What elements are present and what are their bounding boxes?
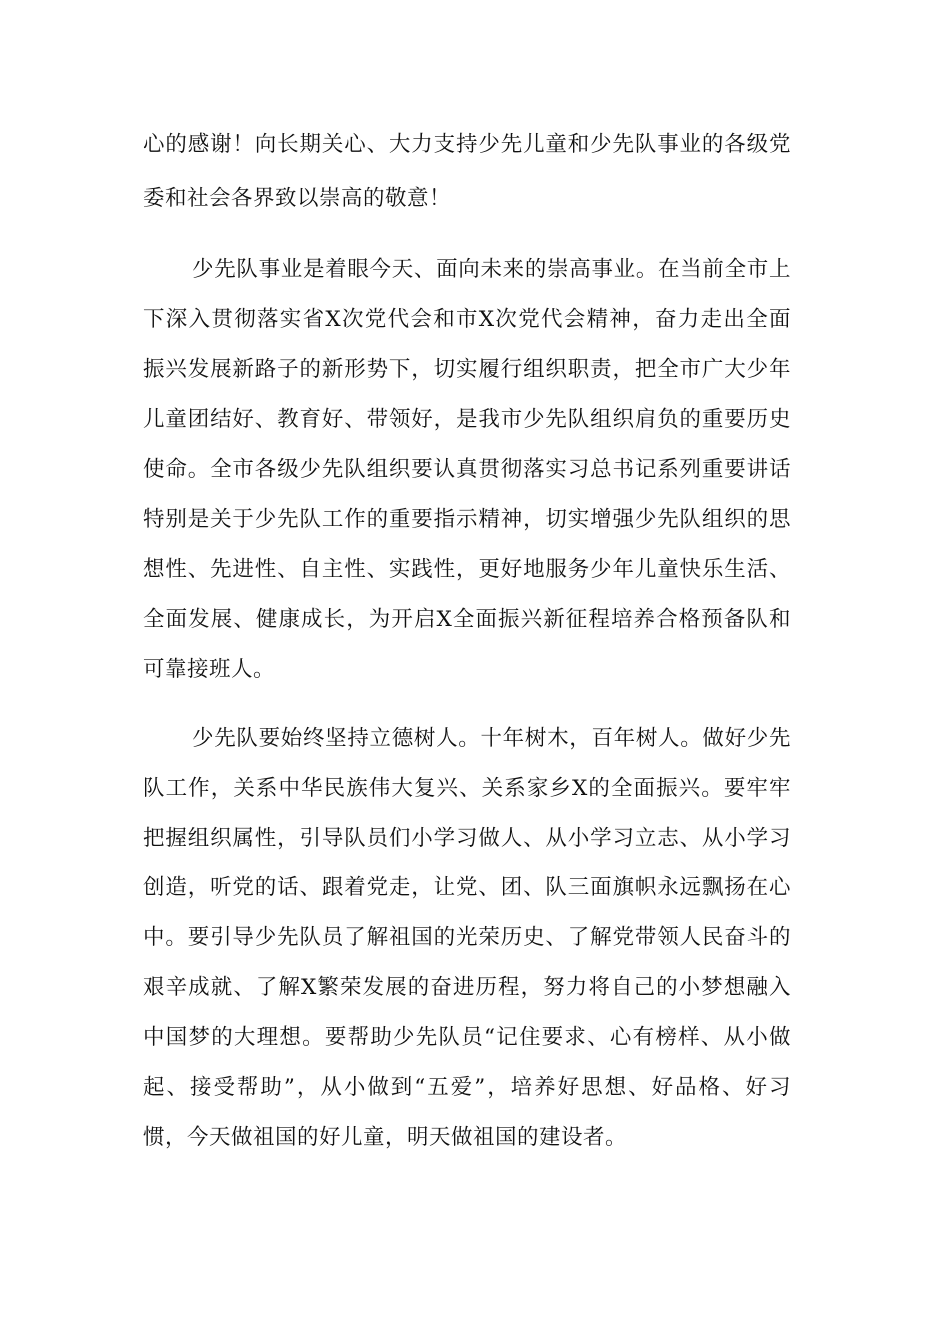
text-line: 中国梦的大理想。要帮助少先队员“记住要求、心有榜样、从小做 [143,1025,791,1050]
text-line: 中。要引导少先队员了解祖国的光荣历史、了解党带领人民奋斗的 [143,925,791,950]
text-line: 队工作，关系中华民族伟大复兴、关系家乡X的全面振兴。要牢牢 [143,776,791,801]
text-line: 心的感谢！向长期关心、大力支持少先儿童和少先队事业的各级党 [143,132,791,157]
text-line: 把握组织属性，引导队员们小学习做人、从小学习立志、从小学习 [143,826,791,851]
text-line: 创造，听党的话、跟着党走，让党、团、队三面旗帜永远飘扬在心 [143,875,791,900]
text-line: 使命。全市各级少先队组织要认真贯彻落实习总书记系列重要讲话 [143,457,791,482]
text-line: 艰辛成就、了解X繁荣发展的奋进历程，努力将自己的小梦想融入 [143,975,791,1000]
text-line: 少先队要始终坚持立德树人。十年树木，百年树人。做好少先 [192,726,791,751]
text-line: 特别是关于少先队工作的重要指示精神，切实增强少先队组织的思 [143,507,791,532]
text-line: 委和社会各界致以崇高的敬意！ [143,186,452,211]
text-line: 惯，今天做祖国的好儿童，明天做祖国的建设者。 [143,1125,628,1150]
text-line: 下深入贯彻落实省X次党代会和市X次党代会精神，奋力走出全面 [143,307,791,332]
text-line: 全面发展、健康成长，为开启X全面振兴新征程培养合格预备队和 [143,607,791,632]
text-line: 少先队事业是着眼今天、面向未来的崇高事业。在当前全市上 [192,257,791,282]
text-line: 儿童团结好、教育好、带领好，是我市少先队组织肩负的重要历史 [143,407,791,432]
text-line: 振兴发展新路子的新形势下，切实履行组织职责，把全市广大少年 [143,357,791,382]
text-line: 可靠接班人。 [143,657,276,682]
text-line: 想性、先进性、自主性、实践性，更好地服务少年儿童快乐生活、 [143,557,791,582]
text-line: 起、接受帮助”，从小做到“五爱”，培养好思想、好品格、好习 [143,1075,791,1100]
